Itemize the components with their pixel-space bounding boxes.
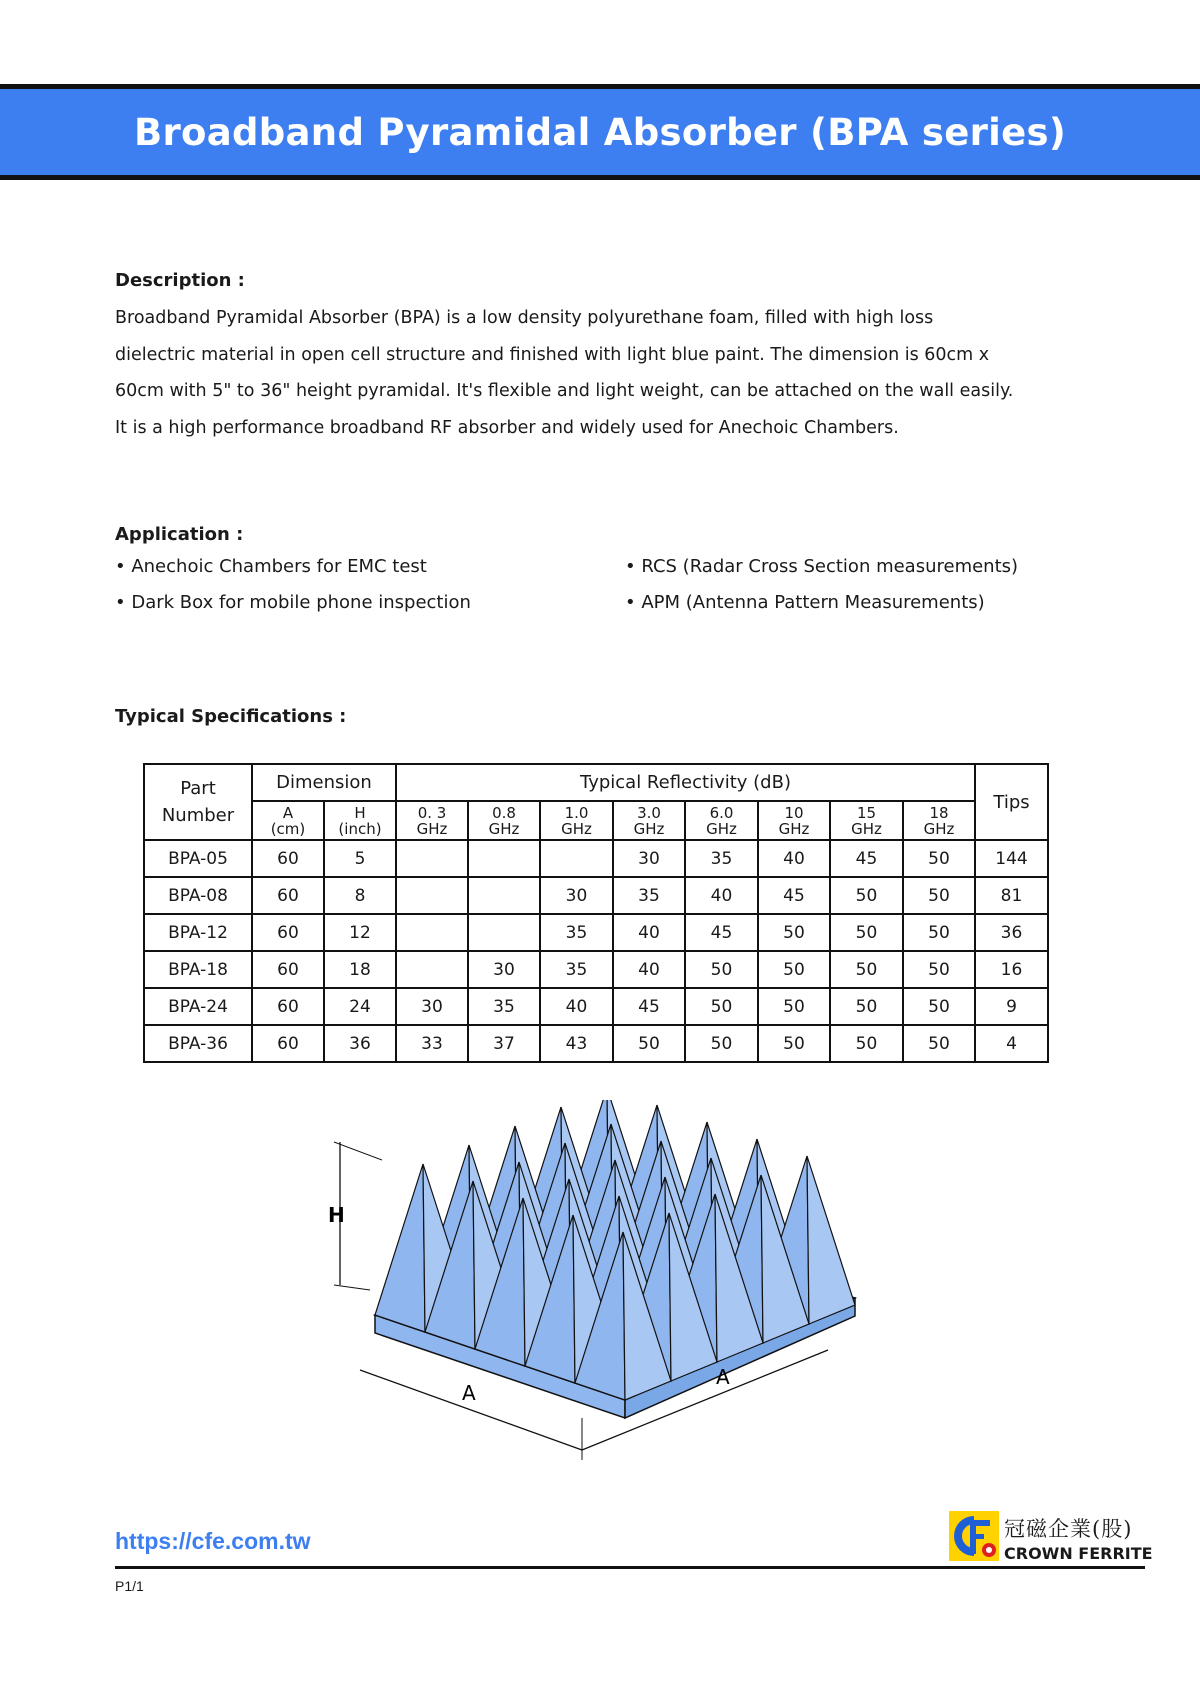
table-cell: 144 xyxy=(975,840,1048,877)
width-label: A xyxy=(462,1381,476,1405)
table-cell: 40 xyxy=(758,840,830,877)
description-body xyxy=(115,300,1115,446)
table-cell: 35 xyxy=(685,840,758,877)
table-cell: 45 xyxy=(685,914,758,951)
table-cell: 4 xyxy=(975,1025,1048,1062)
column-header xyxy=(396,801,468,840)
table-cell: 12 xyxy=(324,914,396,951)
part-number-cell: BPA-05 xyxy=(144,840,252,877)
table-cell: 35 xyxy=(468,988,540,1025)
table-cell: 45 xyxy=(758,877,830,914)
table-row xyxy=(144,914,1048,951)
column-header-top: 0.8 xyxy=(492,803,516,822)
description-line: dielectric material in open cell structure and finished with light blue paint. The dimension is 60cm x xyxy=(115,344,990,365)
pyramid-face xyxy=(807,1156,855,1324)
table-cell: 36 xyxy=(975,914,1048,951)
table-cell: 24 xyxy=(324,988,396,1025)
column-header xyxy=(758,801,830,840)
description-line: Broadband Pyramidal Absorber (BPA) is a low density polyurethane foam, filled with high loss xyxy=(115,308,934,328)
application-item: • APM (Antenna Pattern Measurements) xyxy=(625,592,985,613)
table-cell: 40 xyxy=(613,951,685,988)
column-header-unit: (cm) xyxy=(270,819,306,838)
table-cell: 50 xyxy=(830,1025,903,1062)
table-cell: 43 xyxy=(540,1025,613,1062)
table-cell: 30 xyxy=(468,951,540,988)
website-link[interactable]: https://cfe.com.tw xyxy=(115,1528,311,1554)
logo-f-mid xyxy=(970,1534,984,1539)
company-name-english: CROWN FERRITE xyxy=(1004,1544,1153,1563)
part-number-cell: BPA-12 xyxy=(144,914,252,951)
column-header xyxy=(830,801,903,840)
table-cell: 50 xyxy=(758,988,830,1025)
table-cell: 60 xyxy=(252,877,324,914)
table-row xyxy=(144,988,1048,1025)
column-header-top: H xyxy=(354,803,366,822)
part-number-cell: BPA-36 xyxy=(144,1025,252,1062)
table-cell: 40 xyxy=(613,914,685,951)
column-header-unit: GHz xyxy=(633,819,665,838)
pyramid-face xyxy=(375,1164,425,1332)
table-cell: 50 xyxy=(613,1025,685,1062)
reflectivity-header: Typical Reflectivity (dB) xyxy=(396,764,975,801)
height-label: H xyxy=(328,1203,345,1227)
table-cell: 35 xyxy=(540,914,613,951)
height-extension-line xyxy=(334,1285,370,1290)
description-heading: Description : xyxy=(115,270,245,291)
table-cell: 50 xyxy=(685,1025,758,1062)
header-text: Part xyxy=(180,778,216,799)
table-cell: 9 xyxy=(975,988,1048,1025)
dimension-header: Dimension xyxy=(252,764,396,801)
table-cell xyxy=(468,914,540,951)
table-cell: 60 xyxy=(252,951,324,988)
table-cell xyxy=(396,951,468,988)
table-row xyxy=(144,877,1048,914)
company-name-chinese: 冠磁企業(股) xyxy=(1004,1517,1133,1541)
crown-ferrite-logo xyxy=(948,1510,1000,1562)
column-header-unit: GHz xyxy=(851,819,882,838)
specifications-table xyxy=(143,763,1049,1063)
table-cell xyxy=(540,840,613,877)
table-cell: 16 xyxy=(975,951,1048,988)
table-cell: 50 xyxy=(685,988,758,1025)
application-heading: Application : xyxy=(115,524,244,545)
column-header-top: 1.0 xyxy=(564,803,589,822)
application-item: • Dark Box for mobile phone inspection xyxy=(115,592,471,613)
table-cell: 50 xyxy=(903,840,975,877)
column-header-top: 10 xyxy=(784,803,804,822)
table-cell: 60 xyxy=(252,840,324,877)
table-cell: 35 xyxy=(613,877,685,914)
table-row xyxy=(144,840,1048,877)
table-cell: 81 xyxy=(975,877,1048,914)
column-header-unit: GHz xyxy=(416,819,448,838)
table-cell: 50 xyxy=(830,877,903,914)
column-header-unit: GHz xyxy=(706,819,737,838)
column-header xyxy=(252,801,324,840)
table-cell: 30 xyxy=(540,877,613,914)
specifications-heading: Typical Specifications : xyxy=(115,706,347,727)
table-cell: 8 xyxy=(324,877,396,914)
table-cell: 50 xyxy=(830,914,903,951)
tips-header: Tips xyxy=(975,764,1048,840)
table-cell xyxy=(396,877,468,914)
part-number-header xyxy=(144,764,252,840)
description-line: It is a high performance broadband RF absorber and widely used for Anechoic Chambers. xyxy=(115,417,899,438)
column-header xyxy=(540,801,613,840)
absorber-diagram xyxy=(320,1100,880,1470)
part-number-cell: BPA-08 xyxy=(144,877,252,914)
part-number-cell: BPA-18 xyxy=(144,951,252,988)
table-cell xyxy=(468,877,540,914)
table-cell: 50 xyxy=(758,914,830,951)
table-cell xyxy=(396,914,468,951)
height-extension-line xyxy=(334,1142,382,1160)
table-cell xyxy=(396,840,468,877)
column-header xyxy=(613,801,685,840)
table-row xyxy=(144,1025,1048,1062)
column-header-unit: GHz xyxy=(561,819,592,838)
depth-label: A xyxy=(716,1365,730,1389)
description-line: 60cm with 5" to 36" height pyramidal. It's flexible and light weight, can be attached on the wall easily. xyxy=(115,381,1014,401)
table-cell: 50 xyxy=(758,1025,830,1062)
table-cell: 45 xyxy=(613,988,685,1025)
title-banner xyxy=(0,84,1200,180)
column-header-unit: GHz xyxy=(923,819,955,838)
table-cell: 45 xyxy=(830,840,903,877)
table-cell: 50 xyxy=(830,951,903,988)
page-title: Broadband Pyramidal Absorber (BPA series) xyxy=(133,110,1067,154)
application-item: • Anechoic Chambers for EMC test xyxy=(115,556,427,577)
column-header-top: 6.0 xyxy=(709,803,734,822)
table-cell: 50 xyxy=(685,951,758,988)
column-header-top: 15 xyxy=(856,803,877,822)
column-header-unit: (inch) xyxy=(338,819,382,838)
column-header xyxy=(324,801,396,840)
table-cell: 40 xyxy=(685,877,758,914)
table-cell: 50 xyxy=(903,914,975,951)
table-cell: 50 xyxy=(903,1025,975,1062)
table-cell: 35 xyxy=(540,951,613,988)
table-cell: 30 xyxy=(396,988,468,1025)
table-cell: 50 xyxy=(903,951,975,988)
column-header-top: A xyxy=(282,803,294,822)
logo-dot-center xyxy=(986,1547,992,1553)
table-cell: 60 xyxy=(252,988,324,1025)
table-cell: 50 xyxy=(903,877,975,914)
column-header-unit: GHz xyxy=(488,819,520,838)
page-number: P1/1 xyxy=(115,1578,144,1594)
column-header-top: 3.0 xyxy=(637,803,661,822)
column-header-top: 18 xyxy=(929,803,949,822)
table-cell: 50 xyxy=(830,988,903,1025)
table-cell: 36 xyxy=(324,1025,396,1062)
column-header xyxy=(468,801,540,840)
table-cell: 37 xyxy=(468,1025,540,1062)
table-row xyxy=(144,951,1048,988)
column-header xyxy=(903,801,975,840)
header-text: Number xyxy=(161,805,235,826)
table-cell: 60 xyxy=(252,1025,324,1062)
table-cell: 50 xyxy=(758,951,830,988)
table-cell: 50 xyxy=(903,988,975,1025)
table-cell: 18 xyxy=(324,951,396,988)
table-cell xyxy=(468,840,540,877)
footer-divider xyxy=(115,1566,1145,1569)
column-header-unit: GHz xyxy=(778,819,810,838)
table-cell: 40 xyxy=(540,988,613,1025)
application-item: • RCS (Radar Cross Section measurements) xyxy=(625,556,1019,577)
column-header-top: 0. 3 xyxy=(417,803,447,822)
part-number-cell: BPA-24 xyxy=(144,988,252,1025)
column-header xyxy=(685,801,758,840)
table-cell: 30 xyxy=(613,840,685,877)
table-cell: 33 xyxy=(396,1025,468,1062)
table-cell: 60 xyxy=(252,914,324,951)
table-cell: 5 xyxy=(324,840,396,877)
